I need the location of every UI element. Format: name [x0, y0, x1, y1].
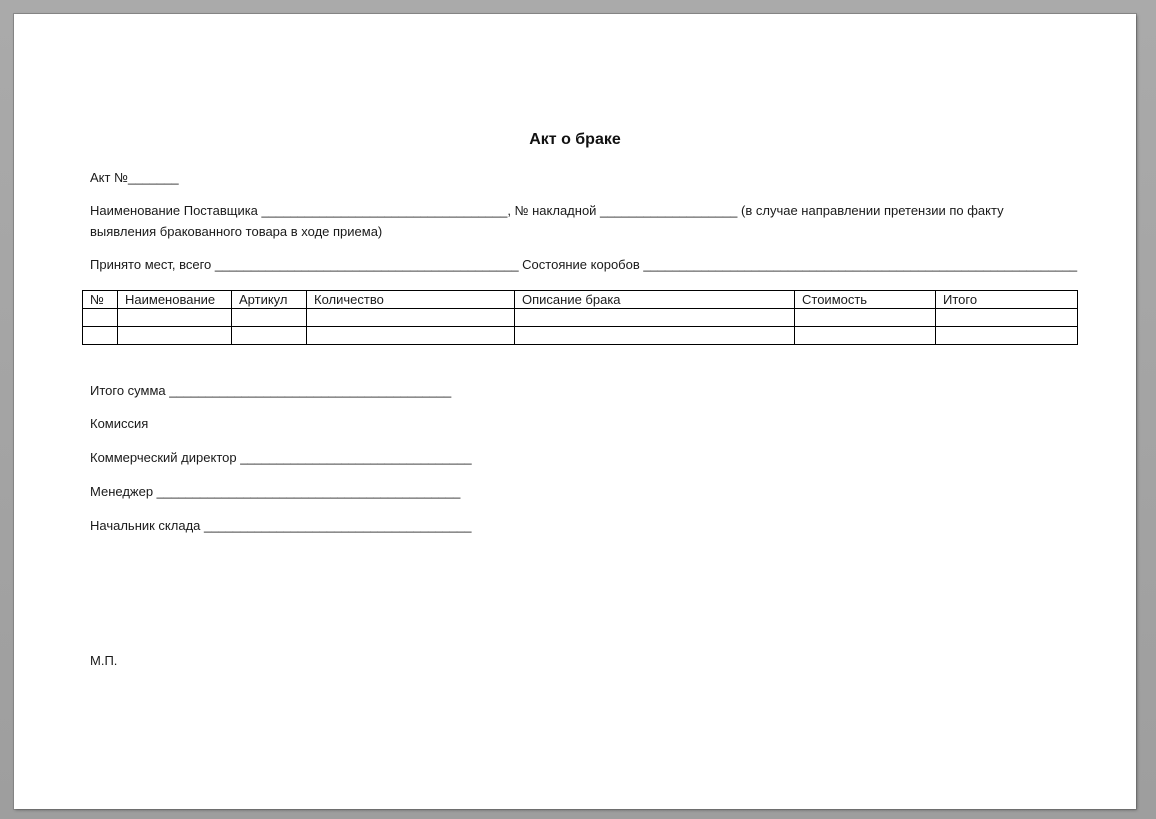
- stamp-placeholder: М.П.: [90, 653, 118, 668]
- table-cell: [307, 327, 515, 345]
- supplier-paragraph: Наименование Поставщика __________________________________, № накладной ___________________ (в случае направлении претензии по факту выявления бракованного товара в ходе приема): [90, 203, 1004, 239]
- total-sum-line: Итого сумма _______________________________________: [90, 383, 452, 398]
- warehouse-head-signature-line: Начальник склада _____________________________________: [90, 518, 472, 533]
- manager-signature-line: Менеджер __________________________________________: [90, 484, 461, 499]
- table-cell: [118, 309, 232, 327]
- column-header-total: Итого: [936, 291, 1078, 309]
- table-cell: [83, 309, 118, 327]
- table-header-row: [83, 291, 1078, 309]
- table-cell: [83, 327, 118, 345]
- column-header-defect-description: Описание брака: [515, 291, 795, 309]
- column-header-name: Наименование: [118, 291, 232, 309]
- table-cell: [515, 309, 795, 327]
- table-row: [83, 327, 1078, 345]
- table-row: [83, 309, 1078, 327]
- document-page: [14, 14, 1136, 809]
- column-header-cost: Стоимость: [795, 291, 936, 309]
- act-number-line: Акт №_______: [90, 170, 179, 185]
- defects-table: [82, 290, 1078, 345]
- table-cell: [795, 309, 936, 327]
- page-title: Акт о браке: [529, 131, 621, 148]
- column-header-number: №: [83, 291, 118, 309]
- column-header-article: Артикул: [232, 291, 307, 309]
- table-cell: [936, 309, 1078, 327]
- table-cell: [515, 327, 795, 345]
- commercial-director-signature-line: Коммерческий директор ________________________________: [90, 450, 472, 465]
- table-cell: [118, 327, 232, 345]
- table-cell: [232, 309, 307, 327]
- table-cell: [795, 327, 936, 345]
- table-cell: [936, 327, 1078, 345]
- commission-heading: Комиссия: [90, 416, 149, 431]
- table-cell: [307, 309, 515, 327]
- received-places-line: Принято мест, всего __________________________________________ Состояние коробов ____________________________________________________________: [90, 257, 1078, 272]
- table-cell: [232, 327, 307, 345]
- column-header-quantity: Количество: [307, 291, 515, 309]
